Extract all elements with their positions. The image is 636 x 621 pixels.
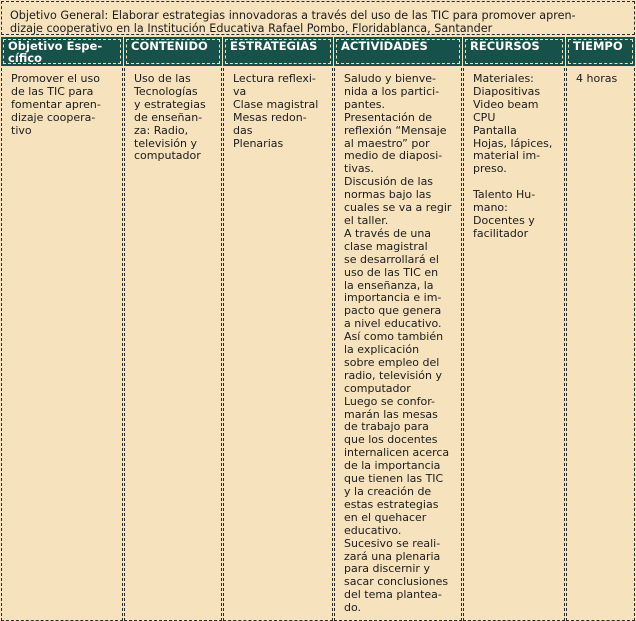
cell-line: de la importancia [344, 459, 441, 473]
cell-line: Saludo y bienve- [344, 72, 436, 85]
header-label: ESTRATEGIAS [230, 39, 318, 53]
cell-line: A través de una [344, 226, 432, 240]
cell-line: cuales se va a regir [344, 201, 452, 215]
cell-estrategias [223, 68, 333, 621]
cell-line: Presentación de [344, 110, 433, 124]
cell-line: va [233, 84, 247, 98]
cell-line: que los docentes [344, 433, 438, 447]
cell-line: para discernir y [344, 562, 430, 576]
cell-line: radio, televisión y [344, 368, 442, 382]
cell-line: medio de diaposi- [344, 149, 443, 163]
cell-line: Mesas redon- [233, 110, 307, 124]
cell-line: Docentes y [473, 214, 535, 228]
header-label: RECURSOS [470, 39, 540, 53]
cell-line: sobre empleo del [344, 355, 440, 369]
cell-actividades [334, 68, 462, 621]
cell-line: a nivel educativo. [344, 317, 442, 331]
cell-line: do. [344, 601, 362, 615]
cell-contenido [124, 68, 222, 621]
cell-line: CPU [473, 110, 496, 124]
cell-tiempo [566, 68, 635, 621]
header-contenido [124, 37, 222, 66]
cell-line: televisión y [134, 136, 197, 150]
cell-line: la explicación [344, 343, 420, 357]
cell-line: y la creación de [344, 485, 432, 498]
cell-line: Plenarias [233, 136, 284, 150]
header-recursos [463, 37, 565, 66]
cell-line: Pantalla [473, 123, 517, 137]
cell-line: 4 horas [576, 72, 618, 85]
cell-line: Discusión de las [344, 175, 434, 189]
cell-line: Video beam [473, 97, 539, 111]
header-label: cífico [8, 51, 43, 65]
cell-line: Sucesivo se reali- [344, 536, 441, 550]
cell-line: Hojas, lápices, [473, 136, 553, 150]
cell-line: Tecnologías [134, 84, 198, 98]
cell-line: Talento Hu- [473, 188, 536, 202]
cell-line: importancia e im- [344, 291, 442, 305]
cell-line: al maestro” por [344, 136, 430, 150]
cell-line: Clase magistral [233, 97, 319, 111]
objective-line: Objetivo General: Elaborar estrategias innovadoras a través del uso de las TIC para promover apren- [10, 9, 576, 22]
activity-table [0, 37, 636, 621]
cell-line: facilitador [473, 226, 529, 240]
cell-line: uso de las TIC en [344, 265, 439, 279]
cell-line: clase magistral [344, 239, 428, 253]
cell-line: mano: [473, 201, 508, 215]
cell-line: za: Radio, [134, 123, 189, 137]
cell-line: estas estrategias [344, 497, 439, 511]
cell-line: internalicen acerca [344, 446, 450, 460]
cell-line: de trabajo para [344, 420, 429, 434]
objective-line: dizaje cooperativo en la Institución Educativa Rafael Pombo, Floridablanca, Santander [10, 21, 493, 35]
cell-line: de enseñan- [134, 110, 203, 124]
cell-line: Materiales: [473, 72, 534, 85]
cell-line: que tienen las TIC [344, 472, 444, 486]
cell-line: de las TIC para [11, 84, 94, 98]
header-objetivo-especifico [1, 37, 123, 66]
cell-line: dizaje coopera- [11, 110, 96, 124]
cell-line: del tema plantea- [344, 588, 442, 602]
cell-line: tivo [11, 123, 32, 137]
cell-line: se desarrollará el [344, 252, 439, 266]
cell-line: pacto que genera [344, 304, 442, 318]
cell-recursos [463, 68, 565, 621]
cell-line: material im- [473, 149, 541, 163]
general-objective [1, 1, 635, 35]
cell-line: reflexión “Mensaje [344, 123, 447, 137]
cell-line: preso. [473, 162, 507, 176]
cell-line: fomentar apren- [11, 97, 101, 111]
cell-line: Luego se confor- [344, 394, 436, 408]
header-tiempo [566, 37, 635, 66]
cell-line: educativo. [344, 523, 402, 537]
cell-line: sacar conclusiones [344, 575, 449, 589]
cell-line: computador [344, 381, 411, 395]
cell-line: normas bajo las [344, 188, 432, 202]
cell-line: y estrategias [134, 97, 206, 111]
cell-line: zará una plenaria [344, 549, 441, 563]
cell-line: Lectura reflexi- [233, 72, 316, 85]
cell-line: Diapositivas [473, 84, 541, 98]
cell-line: Promover el uso [11, 72, 100, 85]
cell-line: la enseñanza, la [344, 278, 434, 292]
cell-line: nida a los partici- [344, 84, 440, 98]
cell-line: das [233, 123, 253, 137]
cell-line: marán las mesas [344, 407, 438, 421]
cell-line: Uso de las [134, 72, 191, 85]
cell-line: el taller. [344, 213, 389, 227]
cell-line: en el quehacer [344, 510, 427, 524]
header-estrategias [223, 37, 333, 66]
header-label: TIEMPO [573, 39, 623, 53]
cell-objetivo-especifico [1, 68, 123, 621]
cell-line: pantes. [344, 97, 386, 111]
header-actividades [334, 37, 462, 66]
header-label: ACTIVIDADES [341, 39, 428, 53]
cell-line: tivas. [344, 162, 374, 176]
cell-line: Así como también [344, 330, 444, 344]
cell-line: computador [134, 149, 201, 163]
header-label: CONTENIDO [131, 39, 208, 53]
header-label: Objetivo Espe- [8, 39, 103, 53]
